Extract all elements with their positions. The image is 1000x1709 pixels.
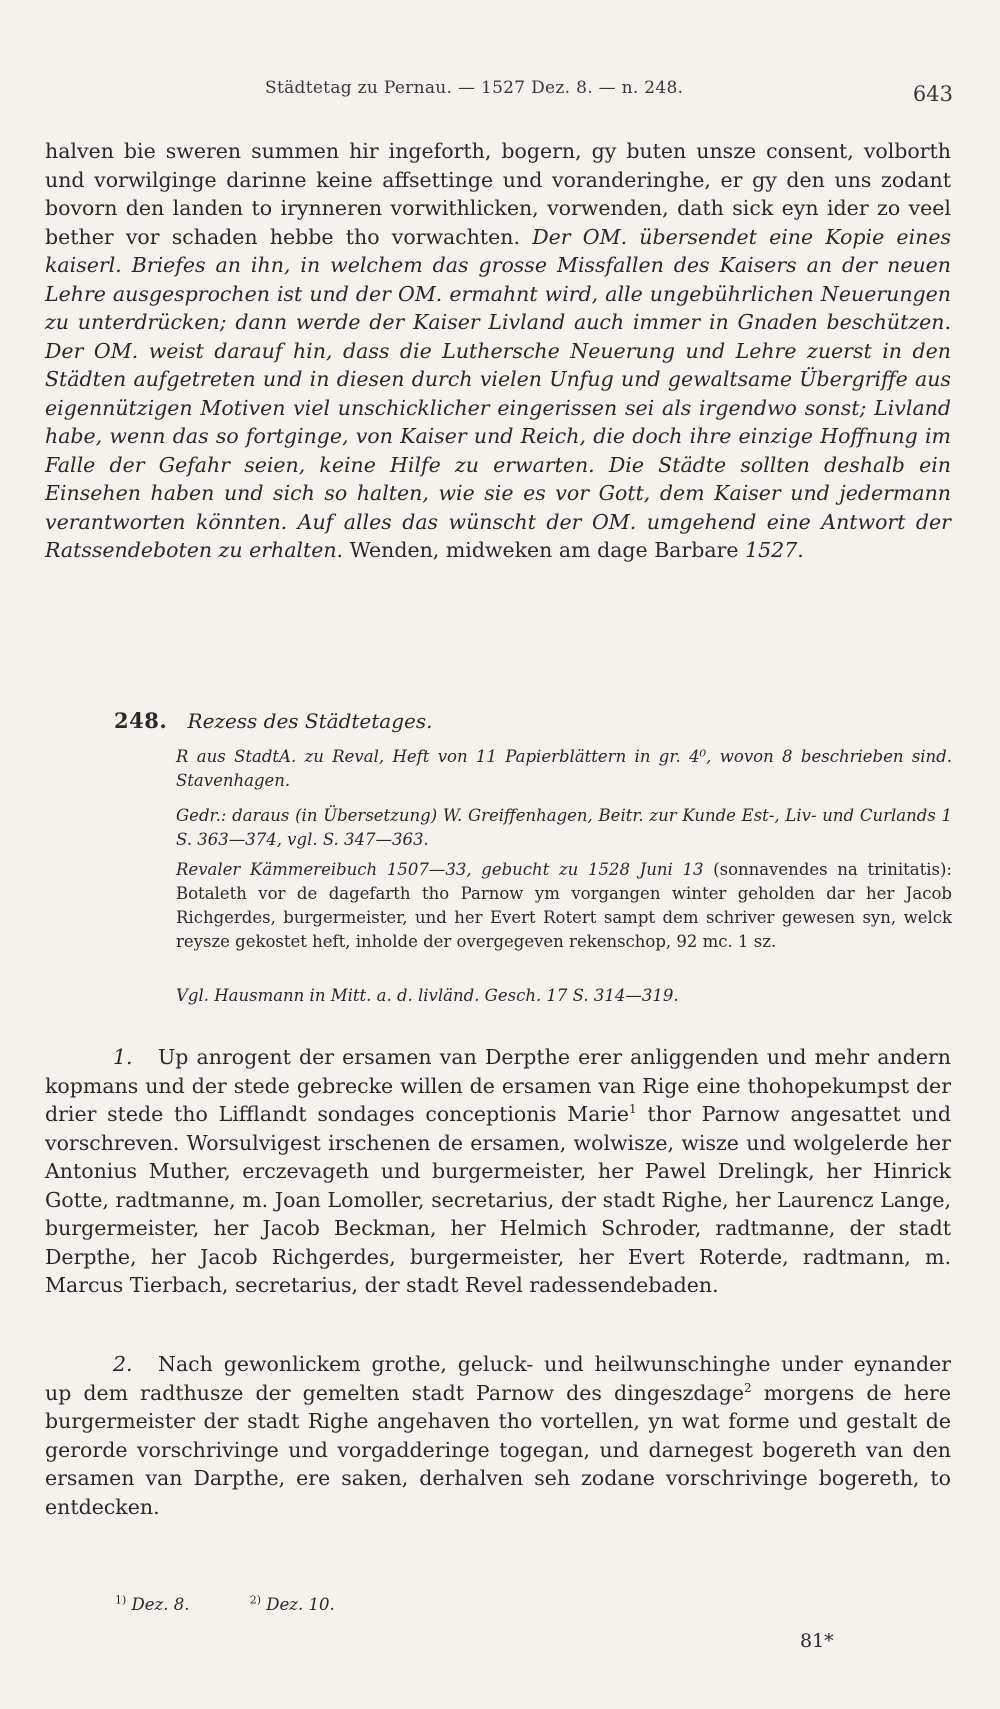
paragraph-1-text-b: thor Parnow angesattet und vorschreven. Worsulvigest irschenen de ersamen, wolwisze, wisze und wolgelerde her Antonius Muther, erczevageth und burgermeister, her Pawel Drelingk, her Hinrick Gotte, radtmanne, m. Joan Lomoller, secretarius, der stadt Righe, her Laurencz Lange, burgermeister, her Jacob Beckman, her Helmich Schroder, radtmanne, der stadt Derpthe, her Jacob Richgerdes, burgermeister, her Evert Roterde, radtmann, m. Marcus Tierbach, secretarius, der stadt Revel radessendebaden. [45,1102,951,1297]
intro-summary-italic: Der OM. übersendet eine Kopie eines kaiserl. Briefes an ihn, in welchem das grosse Missfallen des Kaisers an der neuen Lehre ausgesprochen ist und der OM. ermahnt wird, alle ungebührlichen Neuerungen zu unterdrücken; dann werde der Kaiser Livland auch immer in Gnaden beschützen. Der OM. weist darauf hin, dass die Luthersche Neuerung und Lehre zuerst in den Städten aufgetreten und in diesen durch vielen Unfug und gewaltsame Übergriffe aus eigennützigen Motiven viel unschicklicher eingerissen sei als irgendwo sonst; Livland habe, wenn das so fortginge, von Kaiser und Reich, die doch ihre einzige Hoffnung im Falle der Gefahr seien, keine Hilfe zu erwarten. Die Städte sollten deshalb ein Einsehen haben und sich so halten, wie sie es vor Gott, dem Kaiser und jedermann verantworten könnten. Auf alles das wünscht der OM. umgehend eine Antwort der Ratssendeboten zu erhalten. [45,224,951,562]
ledger-note-italic: Revaler Kämmereibuch 1507—33, gebucht zu 1528 Juni 13 [176,860,704,879]
paragraph-1-text-a: Up anrogent der ersamen van Derpthe erer anliggenden und mehr andern kopmans und der stede gebrecke willen de ersamen van Rige eine thohopekumpst der drier stede tho Lifflandt sondages conceptionis Marie [45,1045,951,1126]
print-note [176,804,952,852]
source-note [176,745,952,793]
footnote-ref-2[interactable]: 2 [744,1380,752,1395]
paragraph-1 [45,1043,951,1300]
footnotes [115,1593,390,1614]
intro-paragraph [45,137,951,565]
ledger-note-text [176,858,952,954]
footnote-1-mark: 1) [115,1593,127,1606]
ledger-note-plain: (sonnavendes na trinitatis): Botaleth vor de dagefarth tho Parnow ym vorgangen winter geholden dar her Jacob Richgerdes, burgermeister, und her Evert Rotert sampt dem schriver gewesen syn, welck reysze gekostet heft, inholde der overgegeven rekenschop, 92 mc. 1 sz. [176,860,952,951]
ledger-note [176,858,952,954]
section-title: Rezess des Städtetages. [187,709,433,733]
intro-closing: Wenden, midweken am dage Barbare [349,538,739,562]
page-number: 643 [912,82,953,106]
compare-note [176,984,952,1008]
footnote-1-text: Dez. 8. [131,1594,190,1614]
section-heading [114,708,433,733]
footnote-ref-1[interactable]: 1 [628,1102,637,1117]
compare-note-text: Vgl. Hausmann in Mitt. a. d. livländ. Gesch. 17 S. 314—319. [176,986,679,1005]
intro-plain-text: halven bie sweren summen hir ingeforth, bogern, gy buten unsze consent, volborth und vorwilginge darinne keine affsettinge und voranderinghe, er gy den uns zodant bovorn den landen to irynneren vorwithlicken, vorwenden, dath sick eyn ider zo veel bether vor schaden hebbe tho vorwachten. [45,139,951,249]
intro-closing-year: 1527. [745,538,804,562]
source-note-text: R aus StadtA. zu Reval, Heft von 11 Papierblättern in gr. 4⁰, wovon 8 beschrieben sind. Stavenhagen. [176,747,952,790]
footnote-2-text: Dez. 10. [266,1594,335,1614]
section-number: 248. [114,708,168,733]
paragraph-2-number: 2. [113,1352,133,1376]
paragraph-2-text-b: morgens de here burgermeister der stadt Righe angehaven tho vortellen, yn wat forme und gestalt de gerorde vorschrivinge und vorgadderinge togegan, und darnegest bogereth van den ersamen van Darpthe, ere saken, derhalven seh zodane vorschrivinge bogereth, to entdecken. [45,1380,951,1519]
paragraph-1-number: 1. [113,1045,133,1069]
running-head: Städtetag zu Pernau. — 1527 Dez. 8. — n. 248. [265,78,684,98]
footnote-1 [115,1595,189,1614]
paragraph-2 [45,1350,951,1521]
signature-mark: 81* [800,1630,834,1652]
print-note-text: Gedr.: daraus (in Übersetzung) W. Greiffenhagen, Beitr. zur Kunde Est-, Liv- und Curlands 1 S. 363—374, vgl. S. 347—363. [176,806,952,849]
footnote-2-mark: 2) [249,1593,262,1606]
paragraph-2-text-a: Nach gewonlickem grothe, geluck- und heilwunschinghe under eynander up dem radthusze der gemelten stadt Parnow des dingeszdage [45,1352,951,1405]
footnote-2 [250,1595,335,1614]
